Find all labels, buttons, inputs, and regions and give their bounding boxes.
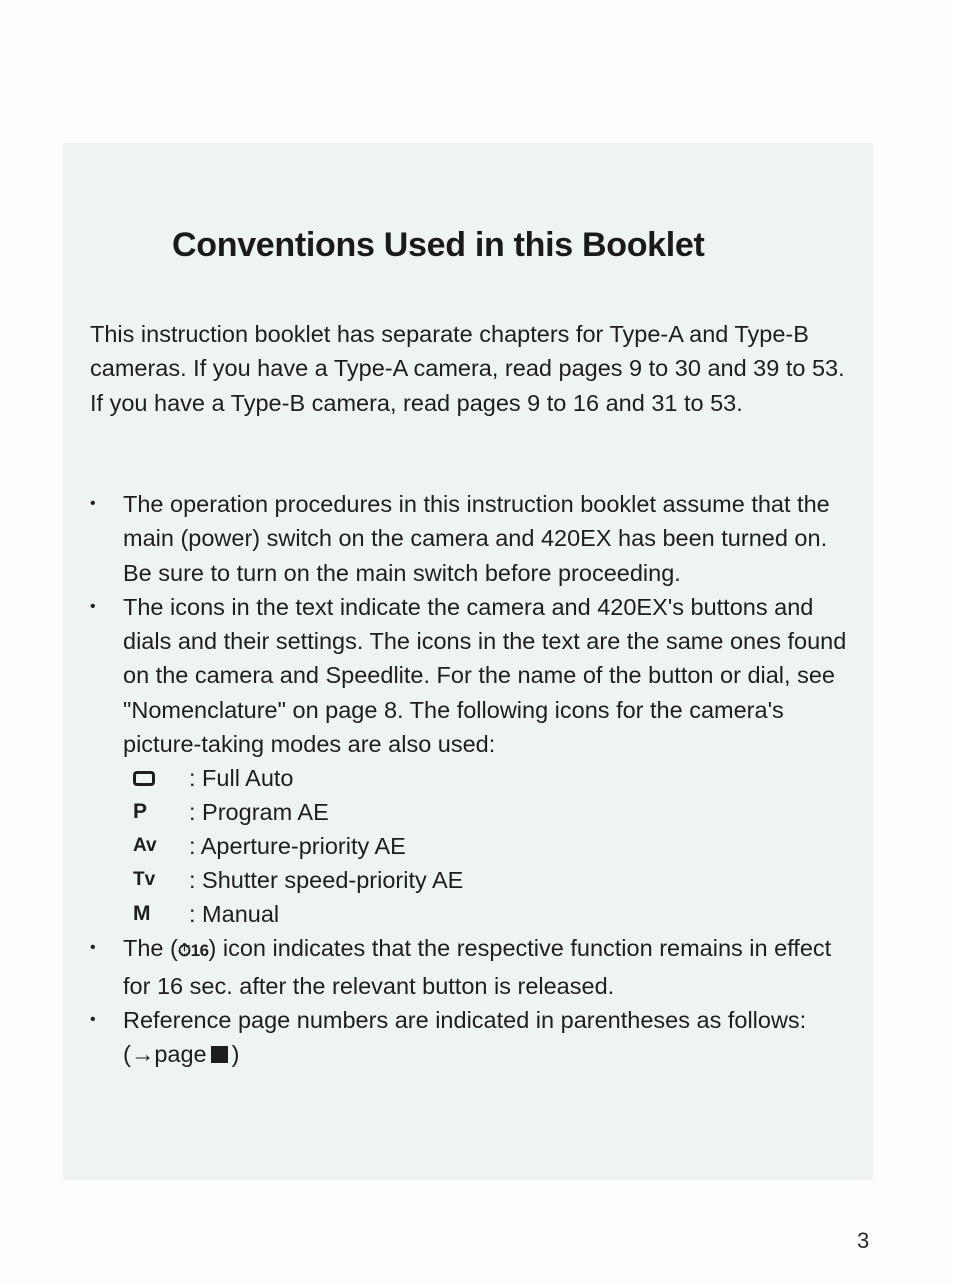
list-item-page-reference [90, 1003, 850, 1072]
mode-label: : Aperture-priority AE [189, 833, 406, 860]
aperture-priority-icon: Av [133, 835, 157, 857]
list-item-text-end: ) [231, 1041, 240, 1068]
list-item-text-start: The ( [123, 935, 178, 962]
page-title: Conventions Used in this Booklet [172, 226, 705, 264]
bullet-icon: • [90, 1010, 96, 1028]
bullet-icon: • [90, 495, 96, 512]
list-item-text-start: Reference page numbers are indicated in parentheses as follows: (→page [123, 1006, 807, 1068]
full-auto-icon [123, 761, 189, 795]
list-item-icons [90, 590, 850, 931]
mode-row-manual [123, 897, 850, 931]
bullet-icon: • [90, 597, 96, 615]
page-number: 3 [857, 1228, 870, 1253]
mode-label: : Shutter speed-priority AE [189, 867, 464, 894]
mode-label: : Program AE [189, 799, 329, 826]
mode-list [123, 761, 850, 931]
list-item-power-switch [90, 487, 850, 590]
mode-row-shutter-priority [123, 863, 850, 897]
mode-label: : Manual [189, 901, 280, 928]
mode-label: : Full Auto [189, 765, 294, 792]
manual-icon: M [133, 902, 151, 926]
mode-row-aperture-priority [123, 829, 850, 863]
conventions-list [90, 487, 850, 1072]
shutter-priority-icon: Tv [133, 869, 156, 891]
mode-row-full-auto [123, 761, 850, 795]
list-item-text: The operation procedures in this instruction booklet assume that the main (power) switch on the camera and 420EX has been turned on. Be sure to turn on the main switch before proceeding. [123, 491, 830, 586]
list-item-text: The icons in the text indicate the camera and 420EX's buttons and dials and their settings. The icons in the text are the same ones found on the camera and Speedlite. For the name of the button or dial, see "Nomenclature" on page 8. The following icons for the camera's picture-taking modes are also used: [123, 593, 847, 758]
mode-row-program [123, 795, 850, 829]
page-placeholder-square-icon [211, 1046, 228, 1063]
intro-paragraph-type-a: This instruction booklet has separate chapters for Type-A and Type-B cameras. If you have a Type-A camera, read pages 9 to 30 and 39 to 53. [90, 321, 845, 382]
timer-16-icon: ⏱16 [177, 941, 209, 961]
list-item-text-end: ) icon indicates that the respective function remains in effect for 16 sec. after the relevant button is released. [123, 935, 832, 999]
intro-paragraph-type-b: If you have a Type-B camera, read pages 9 to 16 and 31 to 53. [90, 389, 743, 416]
intro-section [90, 317, 850, 420]
list-item-timer [90, 931, 850, 1003]
bullet-icon: • [90, 939, 96, 957]
program-icon: P [133, 800, 148, 824]
